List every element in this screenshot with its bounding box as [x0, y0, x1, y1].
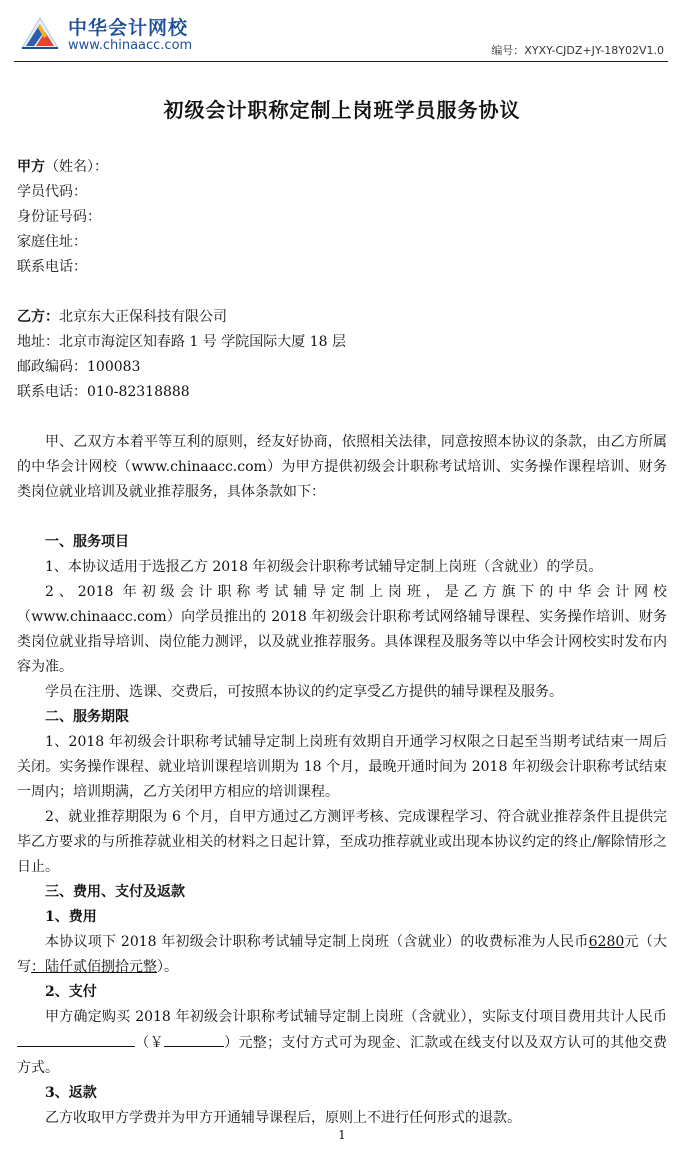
party-b-address: 地址：北京市海淀区知春路 1 号 学院国际大厦 18 层	[17, 334, 346, 350]
fee-text: 本协议项下 2018 年初级会计职称考试辅导定制上岗班（含就业）的收费标准为人民币	[45, 934, 589, 950]
payment-paragraph	[17, 1005, 667, 1081]
logo-url: www.chinaacc.com	[68, 38, 193, 53]
chinaacc-logo-icon	[18, 12, 62, 52]
fee-mid-text: 元（大写	[17, 934, 668, 975]
party-b-postcode: 邮政编码：100083	[17, 359, 141, 375]
party-b-name: 北京东大正保科技有限公司	[59, 309, 227, 325]
party-a-label: 甲方	[17, 159, 45, 175]
section-1-para-2: 2、2018 年初级会计职称考试辅导定制上岗班，是乙方旗下的中华会计网校（www.chinaacc.com）向学员推出的 2018 年初级会计职称考试网络辅导课程、实务操作培训、财务类岗位就业指导培训、岗位能力测评，以及就业推荐服务。具体课程及服务等以中华会计网校实时发布内容为准。	[17, 584, 667, 675]
page-header	[0, 0, 684, 62]
header-divider	[14, 61, 668, 62]
party-a-phone-line: 联系电话：	[17, 259, 87, 275]
payment-amount-number-blank[interactable]	[164, 1030, 224, 1047]
fee-paragraph	[17, 930, 667, 980]
payment-amount-blank[interactable]	[17, 1030, 135, 1047]
party-b-label: 乙方：	[17, 309, 59, 325]
refund-subtitle: 3、返款	[45, 1085, 97, 1101]
party-a-name-line	[17, 155, 667, 180]
section-2-para-1: 1、2018 年初级会计职称考试辅导定制上岗班有效期自开通学习权限之日起至当期考试结束一周后关闭。实务操作课程、就业培训课程培训期为 18 个月，最晚开通时间为 2018 年初级会计职称考试结束一周内；培训期满，乙方关闭甲方相应的培训课程。	[17, 734, 667, 800]
refund-paragraph: 乙方收取甲方学费并为甲方开通辅导课程后，原则上不进行任何形式的退款。	[45, 1110, 521, 1126]
document-title: 初级会计职称定制上岗班学员服务协议	[163, 98, 521, 122]
payment-subtitle: 2、支付	[45, 984, 97, 1000]
fee-amount-upper: ：陆仟贰佰捌拾元整	[31, 959, 157, 975]
section-3-title: 三、费用、支付及返款	[45, 884, 185, 900]
fee-amount: 6280	[588, 934, 625, 950]
section-1-title: 一、服务项目	[45, 534, 129, 550]
party-b-line	[17, 305, 667, 330]
section-2-para-2: 2、就业推荐期限为 6 个月，自甲方通过乙方测评考核、完成课程学习、符合就业推荐条件且提供完毕乙方要求的与所推荐就业相关的材料之日起计算，至成功推荐就业或出现本协议约定的终止/解除情形之日止。	[17, 809, 667, 875]
section-2-title: 二、服务期限	[45, 709, 129, 725]
payment-end-text: ）元整；支付方式可为现金、汇款或在线支付以及双方认可的其他交费方式。	[17, 1035, 668, 1076]
home-address-line: 家庭住址：	[17, 234, 87, 250]
fee-subtitle: 1、费用	[45, 909, 97, 925]
fee-end-text: ）。	[157, 959, 178, 975]
id-number-line: 身份证号码：	[17, 209, 101, 225]
section-1-para-1: 1、本协议适用于选报乙方 2018 年初级会计职称考试辅导定制上岗班（含就业）的学员。	[45, 559, 603, 575]
document-body	[17, 155, 667, 1131]
party-b-phone: 联系电话：010-82318888	[17, 384, 190, 400]
payment-text: 甲方确定购买 2018 年初级会计职称考试辅导定制上岗班（含就业），实际支付项目费用共计人民币	[45, 1009, 667, 1025]
page-number: 1	[338, 1128, 346, 1142]
payment-mid-text: （￥	[135, 1035, 164, 1051]
logo-text: 中华会计网校	[68, 17, 189, 39]
intro-paragraph: 甲、乙双方本着平等互利的原则，经友好协商，依照相关法律，同意按照本协议的条款，由乙方所属的中华会计网校（www.chinaacc.com）为甲方提供初级会计职称考试培训、实务操作课程培训、财务类岗位就业培训及就业推荐服务，具体条款如下：	[17, 434, 667, 500]
student-code-line: 学员代码：	[17, 184, 87, 200]
party-a-name-label: （姓名）：	[45, 159, 108, 175]
document-number: 编号：XYXY-CJDZ+JY-18Y02V1.0	[491, 44, 664, 57]
section-1-para-3: 学员在注册、选课、交费后，可按照本协议的约定享受乙方提供的辅导课程及服务。	[45, 684, 563, 700]
